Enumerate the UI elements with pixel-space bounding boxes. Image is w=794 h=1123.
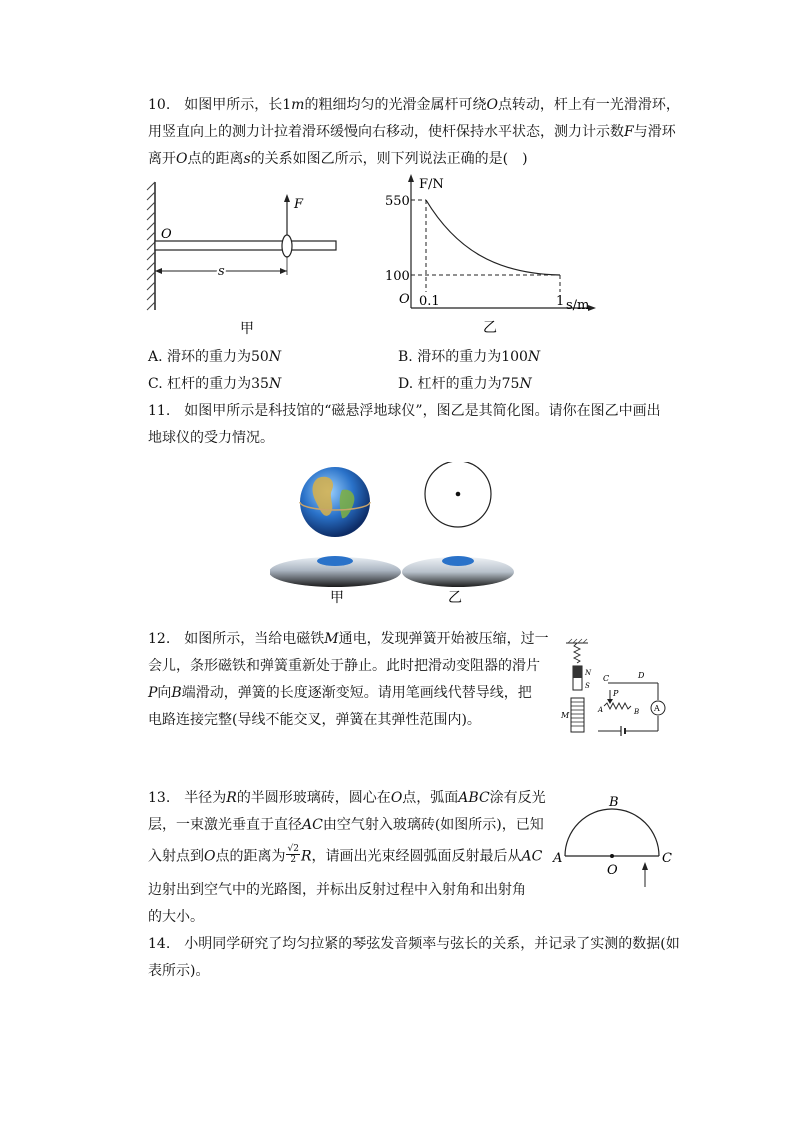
- caption-yi: 乙: [448, 590, 462, 606]
- label-a: A: [553, 851, 563, 866]
- slider-ring: [282, 235, 292, 257]
- label-c: C: [603, 674, 610, 683]
- q13-line-3: [148, 846, 542, 867]
- text: 边射出到空气中的光路图，并标出反射过程中入射角和出射角: [148, 882, 526, 898]
- text: O: [204, 848, 216, 865]
- text: s: [243, 151, 251, 167]
- text: 的粗细均匀的光滑金属杆可绕: [304, 97, 487, 113]
- option-a: [148, 346, 281, 366]
- caption-yi: 乙: [483, 320, 497, 336]
- q11-figure: [270, 462, 530, 612]
- text: C. 杠杆的重力为35: [148, 376, 269, 392]
- label-b: B: [609, 795, 619, 810]
- rheostat: [604, 703, 631, 709]
- caption-jia: 甲: [240, 321, 254, 337]
- text: AC: [302, 817, 323, 833]
- text: N: [268, 349, 282, 365]
- text: 的半圆形玻璃砖，圆心在: [236, 790, 391, 806]
- text: 涂有反光: [489, 790, 546, 806]
- text: P: [148, 685, 158, 701]
- distance-label: s: [218, 264, 225, 279]
- text: m: [291, 97, 305, 113]
- text: ABC: [458, 790, 490, 806]
- caption-jia: 甲: [330, 590, 344, 606]
- text: 点的距离为: [215, 848, 286, 865]
- text: 入射点到: [148, 848, 204, 865]
- text: B: [171, 685, 182, 701]
- label-a: A: [598, 706, 604, 714]
- q13-line-4: [148, 880, 526, 900]
- origin-label: O: [399, 292, 410, 307]
- tick-0.1: 0.1: [419, 294, 440, 309]
- force-label: F: [294, 197, 304, 212]
- text: O: [486, 97, 498, 113]
- q14-line-1: 14. 小明同学研究了均匀拉紧的琴弦发音频率与弦长的关系，并记录了实测的数据(如: [148, 936, 680, 952]
- option-c: [148, 373, 281, 393]
- text: 端滑动，弹簧的长度逐渐变短。请用笔画线代替导线，把: [181, 685, 532, 701]
- tick-100: 100: [385, 269, 410, 284]
- text: 的大小。: [148, 909, 204, 925]
- option-d: [398, 373, 532, 393]
- text: 向: [157, 685, 172, 701]
- label-b: B: [634, 708, 640, 716]
- text: N: [268, 376, 282, 392]
- text: 10. 如图甲所示，长1: [148, 97, 292, 113]
- tick-550: 550: [385, 194, 410, 209]
- label-p: P: [613, 689, 619, 698]
- text: A. 滑环的重力为50: [148, 349, 269, 365]
- q13-line-2: [148, 815, 544, 835]
- text: 12. 如图所示，当给电磁铁: [148, 631, 325, 647]
- text: 点，弧面: [402, 790, 459, 806]
- levitating-globe-image: [270, 467, 401, 587]
- q12-line-3: [148, 683, 532, 703]
- spring: [574, 643, 580, 663]
- q10-line-2: [148, 122, 676, 142]
- text: 2: [290, 855, 297, 865]
- text: D. 杠杆的重力为75: [398, 376, 520, 392]
- q10-figure-a: [145, 180, 345, 340]
- text: 13. 半径为: [148, 790, 227, 806]
- q11-line-1: 11. 如图甲所示是科技馆的“磁悬浮地球仪”，图乙是其简化图。请你在图乙中画出: [148, 403, 661, 419]
- text: F: [624, 124, 634, 140]
- q13-line-1: [148, 788, 546, 808]
- curve: [426, 200, 560, 275]
- ammeter-label: A: [654, 704, 660, 713]
- center-dot: [456, 492, 461, 497]
- text: O: [390, 790, 403, 806]
- text: AC: [521, 848, 543, 865]
- text: 层，一束激光垂直于直径: [148, 817, 302, 833]
- label-d: D: [638, 671, 645, 680]
- text: B. 滑环的重力为100: [398, 349, 528, 365]
- y-axis-label: F/N: [419, 177, 444, 192]
- text: √2: [287, 844, 299, 854]
- q12-line-2: [148, 656, 540, 676]
- x-axis-label: s/m: [566, 298, 590, 313]
- text: 点转动，杆上有一光滑滑环，: [497, 97, 680, 113]
- option-b: [398, 346, 540, 366]
- label-c: C: [662, 851, 672, 866]
- label-s: S: [585, 682, 590, 690]
- label-m: M: [561, 711, 570, 720]
- text: R: [300, 848, 312, 865]
- text: 由空气射入玻璃砖(如图所示)，已知: [322, 817, 544, 833]
- text: N: [519, 376, 532, 392]
- electromagnet-m: [571, 698, 584, 732]
- q10-line-3: [148, 149, 528, 169]
- label-o: O: [607, 863, 618, 878]
- text: 与滑环: [633, 124, 676, 140]
- tick-1: 1: [556, 294, 565, 309]
- text: ，请画出光束经圆弧面反射最后从: [311, 848, 522, 865]
- text: 会儿，条形磁铁和弹簧重新处于静止。此时把滑动变阻器的滑片: [148, 658, 540, 674]
- text: 的关系如图乙所示，则下列说法正确的是( ): [250, 151, 528, 167]
- text: M: [324, 631, 339, 647]
- arc-abc: [565, 809, 659, 856]
- center-o: [610, 854, 614, 858]
- q12-line-4: [148, 710, 481, 730]
- q12-line-1: [148, 629, 549, 649]
- text: 通电，发现弹簧开始被压缩，过一: [338, 631, 549, 647]
- rod: [155, 241, 336, 250]
- q12-circuit-figure: [558, 638, 678, 736]
- text: R: [226, 790, 237, 806]
- text: 离开: [148, 151, 176, 167]
- label-n: N: [585, 669, 592, 677]
- q10-line-1: [148, 95, 680, 115]
- fraction-sqrt2-over-2: [286, 844, 299, 865]
- q13-semicircle-figure: [548, 792, 684, 890]
- q10-figure-b-graph: [385, 170, 605, 340]
- text: N: [527, 349, 541, 365]
- q14-line-2: 表所示)。: [148, 963, 210, 979]
- simplified-globe-diagram: [402, 462, 514, 587]
- text: 点的距离: [187, 151, 244, 167]
- pivot-label: O: [161, 227, 172, 242]
- text: 电路连接完整(导线不能交叉，弹簧在其弹性范围内)。: [148, 712, 481, 728]
- text: O: [176, 151, 188, 167]
- q11-line-2: 地球仪的受力情况。: [148, 430, 274, 446]
- q13-line-5: [148, 907, 204, 927]
- text: 用竖直向上的测力计拉着滑环缓慢向右移动，使杆保持水平状态，测力计示数: [148, 124, 624, 140]
